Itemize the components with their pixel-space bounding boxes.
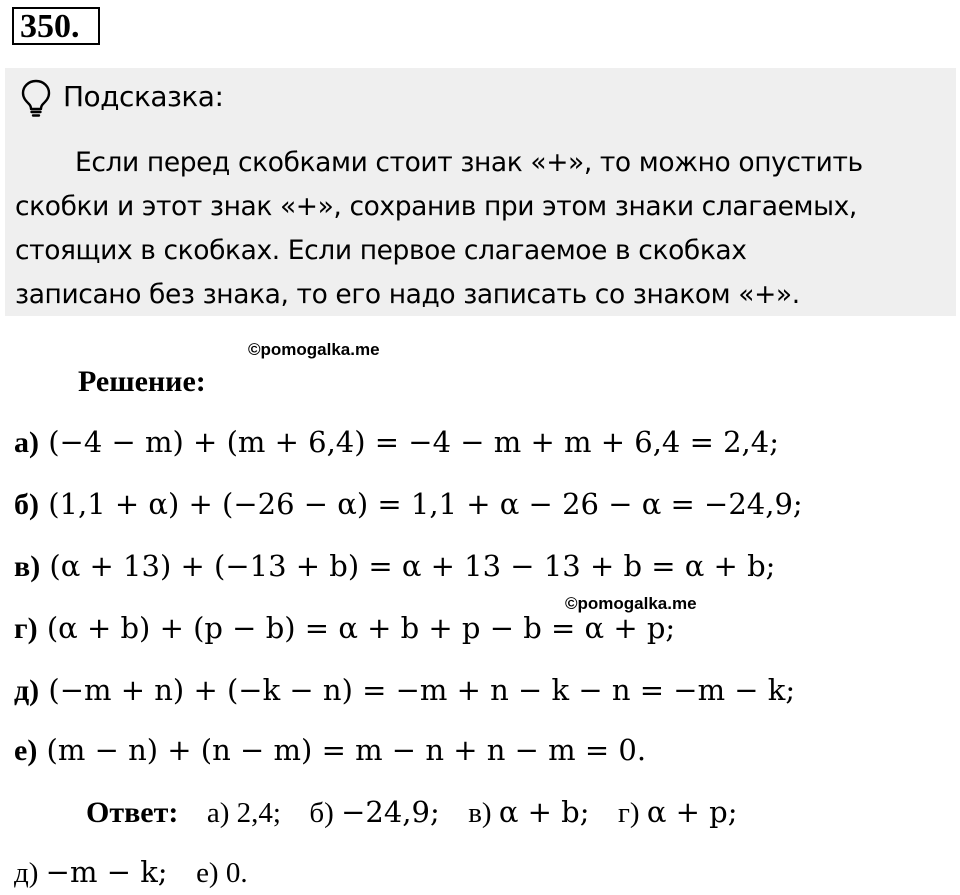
- watermark: ©pomogalka.me: [248, 340, 380, 359]
- solution-line: [14, 670, 795, 711]
- hint-title: Подсказка:: [63, 80, 224, 113]
- answer-item-label: а): [206, 797, 230, 829]
- answer-line: [14, 852, 248, 893]
- answer-item-value: −24,9;: [341, 795, 440, 829]
- answer-item-value: α + b;: [498, 795, 590, 829]
- item-label: а): [14, 426, 39, 459]
- item-label: д): [14, 674, 40, 707]
- item-expression: (m − n) + (n − m) = m − n + n − m = 0.: [46, 733, 647, 767]
- lightbulb-icon: [19, 78, 53, 118]
- answer-line: [86, 792, 737, 833]
- answer-item-label: д): [14, 857, 39, 889]
- solution-line: [14, 608, 675, 649]
- solution-line: [14, 546, 775, 587]
- solution-title: Решение:: [78, 365, 206, 398]
- solution-line: [14, 422, 779, 463]
- answer-item-label: б): [309, 797, 334, 829]
- item-label: б): [14, 488, 39, 521]
- hint-text-line: стоящих в скобках. Если первое слагаемое в скобках: [15, 235, 747, 266]
- item-label: в): [14, 550, 41, 583]
- watermark: ©pomogalka.me: [565, 594, 697, 613]
- hint-text-line: скобки и этот знак «+», сохранив при этом знаки слагаемых,: [15, 191, 857, 222]
- item-expression: (−4 − m) + (m + 6,4) = −4 − m + m + 6,4 = 2,4;: [48, 425, 779, 459]
- solution-line: [14, 484, 803, 525]
- answer-item-value: 2,4;: [236, 797, 281, 829]
- answer-item-value: α + р;: [646, 795, 738, 829]
- hint-text-line: Если перед скобками стоит знак «+», то можно опустить: [75, 147, 863, 178]
- answer-item-label: в): [468, 797, 492, 829]
- item-expression: (1,1 + α) + (−26 − α) = 1,1 + α − 26 − α = −24,9;: [48, 487, 803, 521]
- hint-text-line: записано без знака, то его надо записать со знаком «+».: [15, 279, 800, 310]
- hint-box: [5, 68, 956, 316]
- item-label: г): [14, 612, 38, 645]
- solution-line: [14, 730, 646, 771]
- problem-number: 350.: [12, 7, 100, 45]
- answer-item-value: 0.: [225, 857, 248, 889]
- answer-label: Ответ:: [86, 796, 179, 829]
- item-expression: (α + b) + (р − b) = α + b + р − b = α + р;: [46, 611, 676, 645]
- item-expression: (−m + n) + (−k − n) = −m + n − k − n = −m − k;: [48, 673, 796, 707]
- answer-item-label: е): [196, 857, 219, 889]
- answer-item-label: г): [618, 797, 640, 829]
- item-label: е): [14, 734, 38, 767]
- answer-item-value: −m − k;: [45, 855, 168, 889]
- item-expression: (α + 13) + (−13 + b) = α + 13 − 13 + b = α + b;: [49, 549, 776, 583]
